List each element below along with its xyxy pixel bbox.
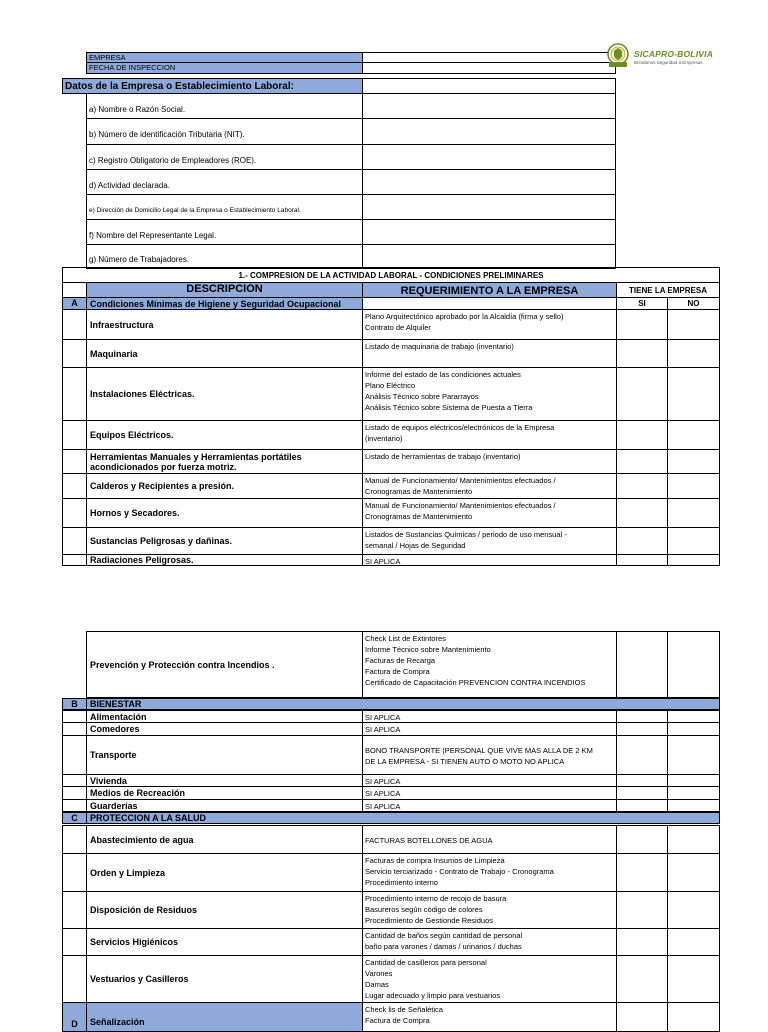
row-description-text: Equipos Eléctricos. — [90, 430, 174, 440]
section-b-title-cell — [86, 698, 720, 710]
row-description — [86, 928, 363, 956]
requirement-line: Manual de Funcionamiento/ Mantenimientos efectuados / — [365, 501, 556, 510]
company-field-label — [86, 194, 363, 220]
requirement-line: Plano Arquitectónico aprobado por la Alcaldía (firma y sello) — [365, 312, 564, 321]
no-checkbox-cell[interactable] — [667, 554, 720, 566]
section-c-letter: C — [71, 813, 78, 823]
row-requirement — [362, 473, 617, 499]
logo-brand: SICAPRO-BOLIVIA — [634, 49, 714, 59]
si-checkbox-cell[interactable] — [616, 853, 668, 892]
si-checkbox-cell[interactable] — [616, 735, 668, 775]
row-letter-blank — [62, 853, 87, 892]
row-description-text: Vivienda — [90, 775, 127, 786]
si-checkbox-cell[interactable] — [616, 955, 668, 1003]
row-letter-blank — [62, 449, 87, 474]
section-d-letter: D — [71, 1019, 78, 1029]
no-checkbox-cell[interactable] — [667, 786, 720, 800]
row-description — [86, 786, 363, 800]
row-description-text: Hornos y Secadores. — [90, 508, 180, 518]
no-checkbox-cell[interactable] — [667, 853, 720, 892]
row-description — [86, 722, 363, 736]
requirement-line: BONO TRANSPORTE (PERSONAL QUE VIVE MAS ALLA DE 2 KM — [365, 745, 593, 755]
company-field-text: a) Nombre o Razón Social. — [89, 104, 186, 114]
si-checkbox-cell[interactable] — [616, 1002, 668, 1032]
row-description-text: Sustancias Peligrosas y dañinas. — [90, 536, 233, 546]
company-field-value[interactable] — [362, 118, 616, 145]
requirement-line: Informe del estado de las condiciones actuales — [365, 370, 521, 379]
requirement-line: semanal / Hojas de Seguridad — [365, 541, 466, 550]
company-field-value[interactable] — [362, 169, 616, 195]
section1-title: 1.- COMPRESION DE LA ACTIVIDAD LABORAL - CONDICIONES PRELIMINARES — [238, 271, 544, 280]
requirement-line: Contrato de Alquiler — [365, 323, 431, 332]
no-checkbox-cell[interactable] — [667, 473, 720, 499]
requirement-line: Procedimiento interno de recojo de basura — [365, 894, 507, 903]
row-letter-blank — [62, 420, 87, 450]
requirement-line: Facturas de Recarga — [365, 656, 436, 665]
company-field-text: f) Nombre del Representante Legal. — [89, 230, 217, 240]
row-letter-blank — [62, 527, 87, 555]
requirement-line: Factura de Compra — [365, 1016, 430, 1025]
logo-tagline: Brindamos Seguridad a Empresas — [634, 60, 703, 65]
row-letter-blank — [62, 928, 87, 956]
row-description — [86, 309, 363, 340]
row-requirement — [362, 554, 617, 566]
fecha-value-cell[interactable] — [362, 62, 616, 74]
row-requirement — [362, 339, 617, 368]
no-checkbox-cell[interactable] — [667, 420, 720, 450]
row-description — [86, 554, 363, 566]
empresa-label: EMPRESA — [89, 53, 126, 62]
requirement-line: Plano Eléctrico — [365, 381, 416, 390]
company-field-label — [86, 144, 363, 170]
col-no-label: NO — [687, 299, 700, 308]
fecha-label-cell — [86, 62, 363, 74]
row-description-text: Servicios Higiénicos — [90, 937, 179, 947]
row-requirement — [362, 955, 617, 1003]
requirement-line: SI APLICA — [365, 789, 401, 798]
row-description — [86, 339, 363, 368]
requirement-line: Informe Técnico sobre Mantenimiento — [365, 645, 491, 654]
row-requirement — [362, 722, 617, 736]
row-description — [86, 498, 363, 528]
requirement-line: Cantidad de baños según cantidad de personal — [365, 931, 523, 940]
si-checkbox-cell[interactable] — [616, 554, 668, 566]
requirement-line: Cronogramas de Mantenimiento — [365, 487, 473, 496]
row-description-text: Herramientas Manuales y Herramientas portátiles acondicionados por fuerza motriz. — [90, 451, 302, 472]
requirement-line: Certificado de Capacitación PREVENCION CONTRA INCENDIOS — [365, 678, 586, 687]
row-description-text: Calderos y Recipientes a presión. — [90, 481, 235, 491]
row-description-text: Abastecimiento de agua — [90, 834, 194, 845]
si-checkbox-cell[interactable] — [616, 799, 668, 812]
requirement-line: Listado de herramientas de trabajo (inventario) — [365, 452, 521, 461]
requirement-line: Procedimiento de Gestionde Residuos — [365, 916, 493, 925]
no-checkbox-cell[interactable] — [667, 891, 720, 929]
requirement-line: Basureros según código de colores — [365, 905, 483, 914]
si-checkbox-cell[interactable] — [616, 339, 668, 368]
si-checkbox-cell[interactable] — [616, 527, 668, 555]
section-b-letter-cell — [62, 698, 87, 710]
row-requirement — [362, 928, 617, 956]
row-description-text: Guarderías — [90, 800, 138, 811]
row-description — [86, 367, 363, 421]
requirement-line: Cantidad de casilleros para personal — [365, 958, 487, 967]
requirement-line: SI APLICA — [365, 725, 401, 734]
seal-icon — [606, 43, 630, 69]
company-logo — [606, 43, 746, 71]
row-letter-blank — [62, 367, 87, 421]
row-letter-blank — [62, 309, 87, 340]
row-requirement — [362, 1002, 617, 1032]
section-a-title: Condiciones Mínimas de Higiene y Seguridad Ocupacional — [90, 299, 342, 309]
requirement-line: (inventario) — [365, 434, 403, 443]
col-a-letter-blank — [62, 282, 87, 298]
requirement-line: SI APLICA — [365, 712, 401, 722]
requirement-line: baño para varones / damas / urinarios / duchas — [365, 942, 522, 951]
si-checkbox-cell[interactable] — [616, 309, 668, 340]
row-letter-blank — [62, 498, 87, 528]
si-checkbox-cell[interactable] — [616, 473, 668, 499]
si-checkbox-cell[interactable] — [616, 928, 668, 956]
row-description — [86, 735, 363, 775]
section-c-letter-cell — [62, 812, 87, 824]
requirement-line: Procedimiento interno — [365, 878, 438, 887]
row-description — [86, 631, 363, 698]
section-b-letter: B — [71, 699, 78, 709]
no-checkbox-cell[interactable] — [667, 955, 720, 1003]
si-checkbox-cell[interactable] — [616, 498, 668, 528]
si-checkbox-cell[interactable] — [616, 420, 668, 450]
no-checkbox-cell[interactable] — [667, 449, 720, 474]
row-description — [86, 891, 363, 929]
datos-title-right — [362, 78, 616, 94]
row-letter-blank — [62, 786, 87, 800]
si-checkbox-cell[interactable] — [616, 891, 668, 929]
no-checkbox-cell[interactable] — [667, 339, 720, 368]
row-description — [86, 955, 363, 1003]
no-checkbox-cell[interactable] — [667, 825, 720, 854]
company-field-label — [86, 244, 363, 269]
requirement-line: SI APLICA — [365, 557, 401, 566]
row-requirement — [362, 799, 617, 812]
no-checkbox-cell[interactable] — [667, 309, 720, 340]
datos-title-cell — [62, 78, 363, 94]
requirement-line: Check List de Extintores — [365, 634, 446, 643]
row-requirement — [362, 786, 617, 800]
row-description-text: Disposición de Residuos — [90, 905, 198, 915]
si-checkbox-cell[interactable] — [616, 367, 668, 421]
requirement-line: Listados de Sustancias Químicas / periodo de uso mensual - — [365, 530, 567, 539]
section-c-title: PROTECCION A LA SALUD — [90, 813, 206, 823]
si-checkbox-cell[interactable] — [616, 631, 668, 698]
section-d-title: Señalización — [90, 1017, 145, 1027]
row-description-text: Maquinaria — [90, 348, 138, 359]
requirement-line: Manual de Funcionamiento/ Mantenimientos efectuados / — [365, 476, 556, 485]
row-requirement — [362, 853, 617, 892]
si-checkbox-cell[interactable] — [616, 722, 668, 736]
company-field-value[interactable] — [362, 194, 616, 220]
row-letter-blank — [62, 554, 87, 566]
col-req-header — [362, 282, 617, 298]
datos-title: Datos de la Empresa o Establecimiento Laboral: — [65, 80, 294, 92]
row-description — [86, 473, 363, 499]
col-desc-header — [86, 282, 363, 298]
si-checkbox-cell[interactable] — [616, 449, 668, 474]
no-checkbox-cell[interactable] — [667, 722, 720, 736]
requirement-line: Check lis de Señalética — [365, 1005, 443, 1014]
company-field-text: g) Número de Trabajadores. — [89, 255, 190, 264]
section1-title-cell — [62, 267, 720, 283]
company-field-text: d) Actividad declarada. — [89, 180, 170, 190]
row-description — [86, 825, 363, 854]
row-description — [86, 449, 363, 474]
col-desc-label: DESCRIPCIÓN — [186, 283, 263, 295]
requirement-line: SI APLICA — [365, 801, 401, 811]
row-requirement — [362, 631, 617, 698]
row-requirement — [362, 891, 617, 929]
company-field-value[interactable] — [362, 93, 616, 119]
company-field-text: b) Número de identificación Tributaria (NIT). — [89, 130, 245, 139]
requirement-line: Facturas de compra Insumos de Limpieza — [365, 856, 505, 865]
row-description-text: Radiaciones Peligrosas. — [90, 555, 194, 565]
requirement-line: Listado de equipos eléctricos/electrónicos de la Empresa — [365, 423, 555, 432]
row-description-text: Transporte — [90, 750, 137, 760]
row-letter-blank — [62, 955, 87, 1003]
requirement-line: Servicio terciarizado - Contrato de Trabajo - Cronograma — [365, 867, 554, 876]
company-field-value[interactable] — [362, 219, 616, 245]
row-description-text: Prevención y Protección contra Incendios . — [90, 659, 275, 670]
no-checkbox-cell[interactable] — [667, 1002, 720, 1032]
row-letter-blank — [62, 339, 87, 368]
requirement-line: Listado de maquinaria de trabajo (inventario) — [365, 342, 514, 351]
no-checkbox-cell[interactable] — [667, 928, 720, 956]
company-field-text: e) Dirección de Domicilio Legal de la Empresa o Establecimiento Laboral. — [89, 206, 301, 214]
requirement-line: Factura de Compra — [365, 667, 430, 676]
row-letter-blank — [62, 473, 87, 499]
row-description-text: Orden y Limpieza — [90, 867, 166, 878]
col-tiene-label: TIENE LA EMPRESA — [629, 286, 707, 295]
requirement-line: FACTURAS BOTELLONES DE AGUA — [365, 835, 493, 845]
row-letter-blank — [62, 799, 87, 812]
requirement-line: Damas — [365, 980, 389, 989]
row-letter-blank — [62, 825, 87, 854]
section-b-title: BIENESTAR — [90, 699, 142, 709]
row-description — [86, 799, 363, 812]
requirement-line: DE LA EMPRESA - SI TIENEN AUTO O MOTO NO APLICA — [365, 756, 565, 766]
row-description-text: Vestuarios y Casilleros — [90, 974, 189, 984]
section-a-letter: A — [71, 298, 78, 308]
company-field-text: c) Registro Obligatorio de Empleadores (ROE). — [89, 155, 257, 165]
requirement-line: Varones — [365, 969, 393, 978]
row-description-text: Infraestructura — [90, 319, 154, 330]
no-checkbox-cell[interactable] — [667, 498, 720, 528]
row-requirement — [362, 498, 617, 528]
company-field-label — [86, 93, 363, 119]
row-letter-blank — [62, 735, 87, 775]
row-description-text: Instalaciones Eléctricas. — [90, 389, 195, 399]
row-requirement — [362, 420, 617, 450]
row-requirement — [362, 309, 617, 340]
si-checkbox-cell[interactable] — [616, 825, 668, 854]
row-requirement — [362, 825, 617, 854]
col-si-label: SI — [638, 299, 646, 308]
row-letter-blank — [62, 891, 87, 929]
no-checkbox-cell[interactable] — [667, 631, 720, 698]
row-letter-blank — [62, 722, 87, 736]
si-checkbox-cell[interactable] — [616, 786, 668, 800]
fecha-label: FECHA DE INSPECCION — [89, 63, 176, 72]
company-field-value[interactable] — [362, 144, 616, 170]
row-description-text: Medios de Recreación — [90, 788, 186, 798]
no-checkbox-cell[interactable] — [667, 527, 720, 555]
company-field-label — [86, 169, 363, 195]
section-c-title-cell — [86, 812, 720, 824]
col-req-label: REQUERIMIENTO A LA EMPRESA — [400, 285, 579, 297]
requirement-line: SI APLICA — [365, 776, 401, 786]
company-field-value[interactable] — [362, 244, 616, 269]
no-checkbox-cell[interactable] — [667, 735, 720, 775]
row-requirement — [362, 449, 617, 474]
row-requirement — [362, 527, 617, 555]
col-tiene-header — [616, 282, 720, 298]
row-description-text: Alimentación — [90, 711, 147, 722]
requirement-line: Análisis Técnico sobre Sistema de Puesta a Tierra — [365, 403, 533, 412]
row-description-text: Comedores — [90, 724, 140, 734]
no-checkbox-cell[interactable] — [667, 799, 720, 812]
no-checkbox-cell[interactable] — [667, 367, 720, 421]
row-description — [86, 420, 363, 450]
requirement-line: Lugar adecuado y limpio para vestuarios — [365, 991, 501, 1000]
requirement-line: Cronogramas de Mantenimiento — [365, 512, 473, 521]
row-description — [86, 853, 363, 892]
company-field-label — [86, 219, 363, 245]
row-requirement — [362, 735, 617, 775]
company-field-label — [86, 118, 363, 145]
section-d-letter-cell — [62, 1002, 87, 1032]
row-requirement — [362, 367, 617, 421]
row-description — [86, 527, 363, 555]
section-d-title-cell — [86, 1002, 363, 1032]
requirement-line: Análisis Técnico sobre Pararrayos — [365, 392, 479, 401]
